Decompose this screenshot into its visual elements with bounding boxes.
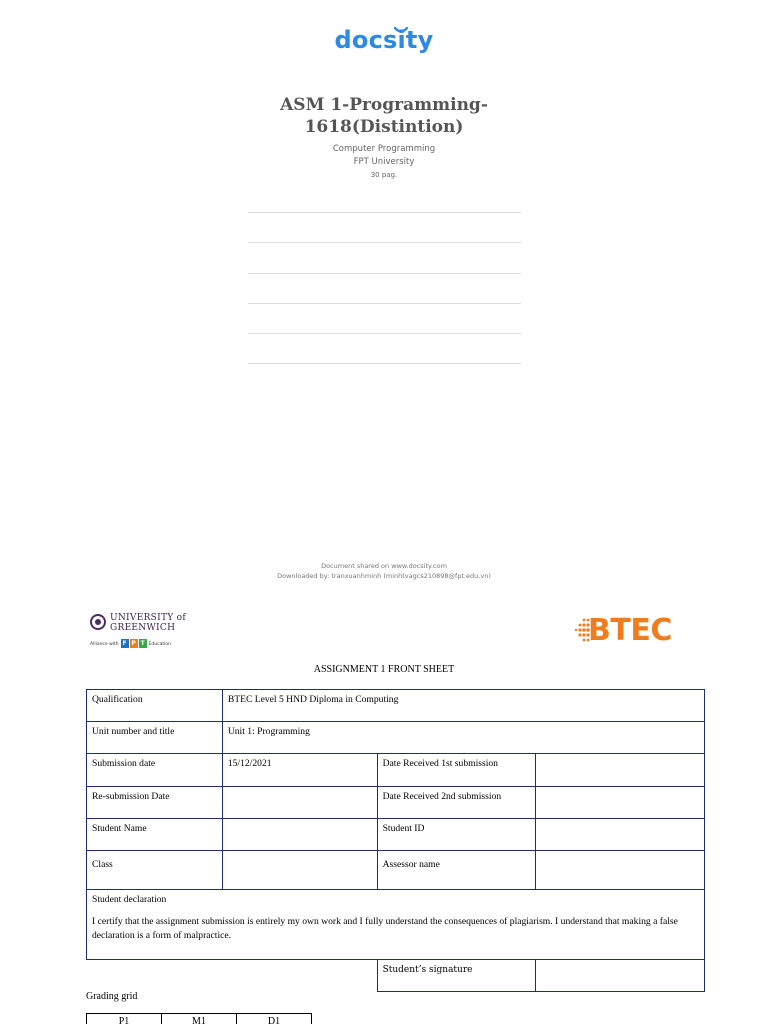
table-row	[87, 851, 705, 890]
table-row	[87, 819, 705, 851]
student-id-value	[536, 819, 705, 851]
assessor-value	[536, 851, 705, 890]
assessor-label: Assessor name	[377, 851, 536, 890]
greenwich-line1: UNIVERSITY of	[110, 613, 187, 623]
date-received-2-value	[536, 787, 705, 819]
table-row	[87, 1014, 312, 1024]
divider	[248, 303, 521, 304]
table-row	[87, 722, 705, 754]
student-id-label: Student ID	[377, 819, 536, 851]
declaration-heading: Student declaration	[92, 894, 167, 905]
shared-note: Document shared on www.docsity.com	[321, 562, 447, 570]
grading-grid-label: Grading grid	[86, 991, 138, 1002]
signature-label-cell	[377, 960, 536, 992]
fpt-letter-p: P	[131, 640, 136, 647]
submission-date-label: Submission date	[87, 754, 223, 787]
qualification-label: Qualification	[87, 690, 223, 722]
university-name[interactable]: FPT University	[353, 157, 415, 167]
table-row	[87, 754, 705, 787]
date-received-1-label: Date Received 1st submission	[377, 754, 536, 787]
signature-value	[536, 960, 705, 992]
btec-wordmark: BTEC	[588, 613, 672, 648]
front-sheet-table	[86, 689, 705, 992]
table-row	[87, 787, 705, 819]
unit-label: Unit number and title	[87, 722, 223, 754]
divider	[248, 212, 521, 213]
resubmission-date-value	[222, 787, 377, 819]
fpt-letter-t: T	[140, 640, 145, 647]
submission-date-value: 15/12/2021	[222, 754, 377, 787]
student-name-value	[222, 819, 377, 851]
fpt-alliance	[90, 639, 171, 648]
docsity-logo[interactable]	[0, 26, 768, 54]
resubmission-date-label: Re-submission Date	[87, 787, 223, 819]
btec-logo	[572, 611, 687, 651]
divider	[248, 273, 521, 274]
document-title-line1: ASM 1-Programming-	[280, 95, 488, 115]
logo-smile-icon	[393, 26, 409, 34]
declaration-cell	[87, 890, 705, 960]
grade-p1: P1	[87, 1014, 162, 1024]
date-received-1-value	[536, 754, 705, 787]
table-row	[87, 890, 705, 960]
date-received-2-label: Date Received 2nd submission	[377, 787, 536, 819]
signature-label: Student’s signature	[382, 965, 473, 975]
divider	[248, 242, 521, 243]
class-value	[222, 851, 377, 890]
alliance-text: Alliance with	[90, 642, 119, 647]
grade-d1: D1	[237, 1014, 312, 1024]
declaration-text: I certify that the assignment submission is entirely my own work and I fully understand the consequences of plagiarism. I understand that making a false declaration is a form of malpractice.	[92, 916, 678, 941]
unit-value: Unit 1: Programming	[222, 722, 704, 754]
fpt-letter-f: F	[122, 640, 127, 647]
signature-spacer	[87, 960, 378, 992]
education-text: Education	[148, 642, 171, 647]
front-sheet-title: ASSIGNMENT 1 FRONT SHEET	[313, 664, 455, 675]
student-name-label: Student Name	[87, 819, 223, 851]
class-label: Class	[87, 851, 223, 890]
greenwich-crest-icon	[90, 614, 106, 630]
qualification-value: BTEC Level 5 HND Diploma in Computing	[222, 690, 704, 722]
divider	[248, 333, 521, 334]
table-row	[87, 960, 705, 992]
divider	[248, 363, 521, 364]
docsity-wordmark: docsity	[334, 26, 434, 54]
downloaded-note: Downloaded by: tranxuanhminh (minhtvagcs210898@fpt.edu.vn)	[277, 572, 491, 580]
grade-m1: M1	[162, 1014, 237, 1024]
grading-grid-table	[86, 1013, 312, 1024]
table-row	[87, 690, 705, 722]
course-name[interactable]: Computer Programming	[332, 144, 436, 154]
greenwich-line2: GREENWICH	[110, 623, 176, 633]
document-title-line2: 1618(Distintion)	[304, 117, 464, 137]
document-title	[0, 94, 768, 138]
greenwich-logo	[90, 611, 190, 651]
page-count: 30 pag.	[370, 171, 398, 179]
